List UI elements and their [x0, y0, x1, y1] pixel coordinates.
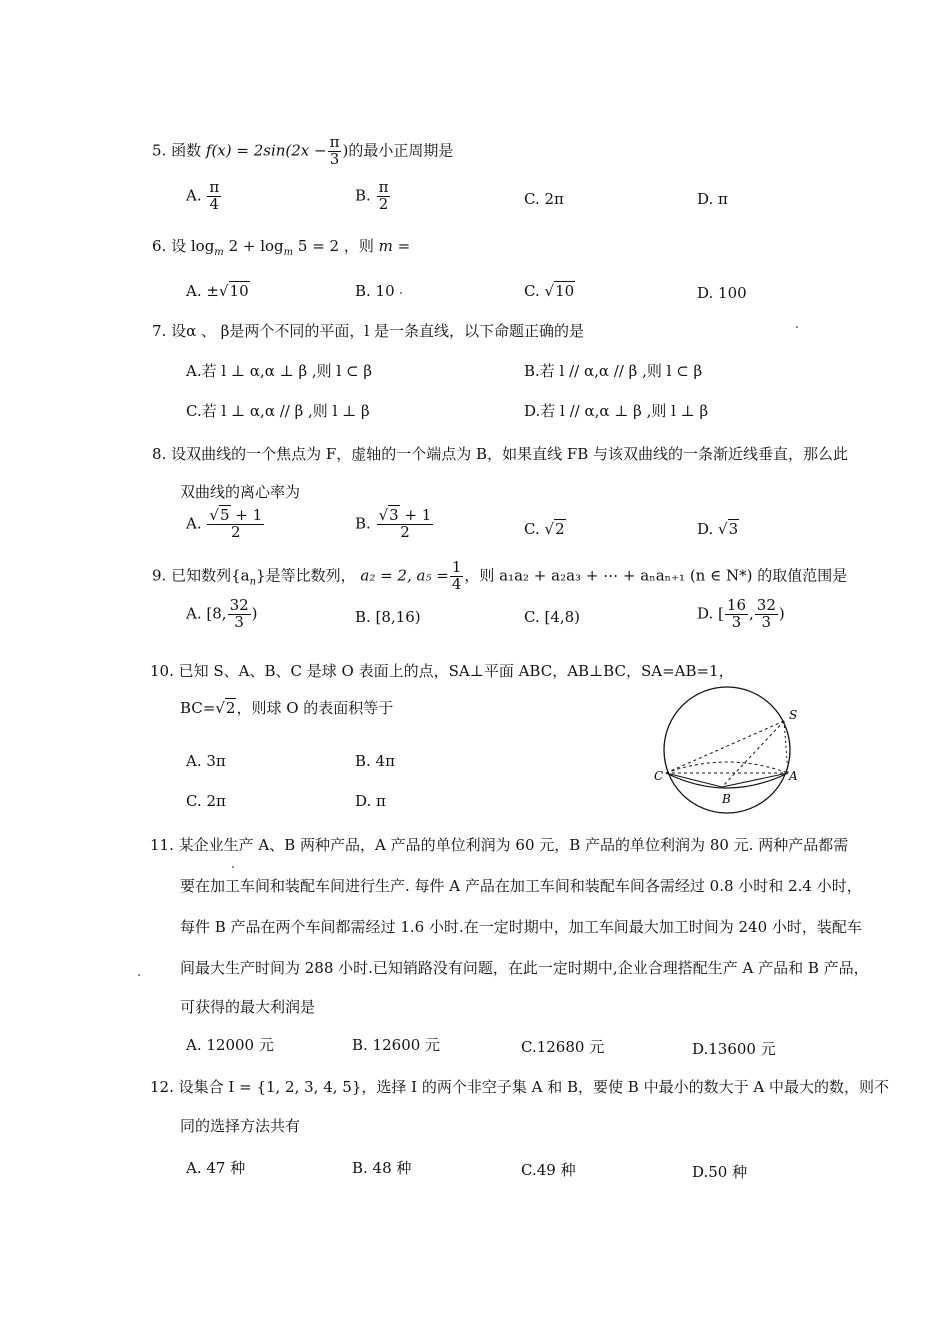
question-5	[152, 135, 453, 168]
scan-speck	[232, 866, 234, 868]
question-stem: 设α 、 β是两个不同的平面，l 是一条直线，以下命题正确的是	[171, 322, 584, 340]
question-stem: 设双曲线的一个焦点为 F，虚轴的一个端点为 B，如果直线 FB 与该双曲线的一条渐近线垂直，那么此	[171, 445, 849, 463]
option-c: C. √10	[524, 282, 575, 300]
scan-speck	[400, 292, 402, 294]
scan-speck	[138, 974, 140, 976]
question-stem-end: )的最小正周期是	[342, 141, 454, 160]
option-a: A. 3π	[186, 752, 226, 770]
option-a: A.若 l ⊥ α,α ⊥ β ,则 l ⊂ β	[186, 362, 373, 380]
question-stem: 设集合 I = {1, 2, 3, 4, 5}，选择 I 的两个非空子集 A 和 B，要使 B 中最小的数大于 A 中最大的数，则不	[178, 1078, 889, 1096]
question-11-line-3: 每件 B 产品在两个车间都需经过 1.6 小时.在一定时期中，加工车间最大加工时间为 240 小时，装配车	[180, 918, 862, 936]
option-b: B. $\frac{√3 + 1}{2}$	[355, 506, 432, 541]
question-11-line-5: 可获得的最大利润是	[180, 998, 316, 1016]
option-c: C. √2	[524, 520, 565, 538]
math-expression: f(x) = 2sin(2x −	[205, 141, 327, 160]
option-b: B.若 l // α,α // β ,则 l ⊂ β	[524, 362, 703, 380]
question-number: 8.	[152, 445, 167, 463]
option-b: B. [8,16)	[355, 608, 421, 626]
option-d: D.13600 元	[692, 1040, 776, 1058]
option-a: A. 47 种	[186, 1159, 246, 1177]
label-A: A	[789, 769, 798, 783]
option-d: D.50 种	[692, 1163, 748, 1181]
question-number: 5.	[152, 141, 167, 160]
question-stem: 函数	[171, 141, 202, 160]
option-c: C. [4,8)	[524, 608, 581, 626]
sphere-figure	[650, 685, 810, 815]
option-a: A. 12000 元	[186, 1036, 274, 1054]
question-6: 6. 设 $\log_m 2 + \log_m 5 = 2$ ，则 m =	[152, 237, 411, 258]
option-a: A. ±√10	[186, 282, 249, 300]
question-number: 6.	[152, 237, 167, 255]
edge-SB	[722, 721, 784, 787]
option-a: A. $\frac{\pi}{4}$	[186, 178, 220, 213]
option-c: C.12680 元	[521, 1038, 605, 1056]
label-B: B	[722, 792, 731, 806]
question-11-line-4: 间最大生产时间为 288 小时.已知销路没有问题，在此一定时期中,企业合理搭配生产 A 产品和 B 产品，	[180, 959, 869, 977]
question-11	[150, 834, 848, 855]
option-b: B. $\frac{\pi}{2}$	[355, 178, 389, 213]
option-a: A. [8, $\frac{32}{3}$ )	[186, 596, 258, 631]
edge-SC	[666, 721, 784, 773]
label-C: C	[654, 769, 664, 783]
option-c: C.若 l ⊥ α,α // β ,则 l ⊥ β	[186, 402, 370, 420]
option-c: C.49 种	[521, 1161, 576, 1179]
question-number: 10.	[150, 662, 174, 680]
question-9: 9. 已知数列$\{a_n\}$是等比数列， a₂ = 2, a₅ = $\frac{1}{4}$ ，则 a₁a₂ + a₂a₃ + ⋯ + aₙaₙ₊₁ (n ∈ N*) 的取值范围是	[152, 558, 848, 593]
question-8	[152, 443, 848, 464]
label-S: S	[789, 708, 798, 722]
option-b: B. 48 种	[352, 1159, 412, 1177]
question-12-line-2: 同的选择方法共有	[180, 1117, 301, 1135]
option-b: B. 4π	[355, 752, 395, 770]
option-a: A. $\frac{√5 + 1}{2}$	[186, 506, 263, 541]
option-d: D. √3	[697, 520, 739, 538]
equator-back	[666, 762, 788, 773]
question-stem: 已知 S、A、B、C 是球 O 表面上的点，SA⊥平面 ABC，AB⊥BC，SA=AB=1，	[178, 662, 734, 680]
option-c: C. 2π	[524, 190, 564, 208]
question-10-line-2: BC=√2，则球 O 的表面积等于	[180, 699, 394, 717]
question-stem: 某企业生产 A、B 两种产品，A 产品的单位利润为 60 元，B 产品的单位利润为 80 元. 两种产品都需	[178, 836, 849, 854]
option-c: C. 2π	[186, 792, 226, 810]
question-number: 7.	[152, 322, 167, 340]
option-b: B. 10	[355, 282, 395, 300]
option-d: D. π	[355, 792, 386, 810]
option-d: D.若 l // α,α ⊥ β ,则 l ⊥ β	[524, 402, 709, 420]
question-8-line-2: 双曲线的离心率为	[180, 483, 301, 501]
question-number: 9.	[152, 566, 167, 585]
question-10	[150, 660, 734, 681]
scan-speck	[796, 326, 798, 328]
option-d: D. [ $\frac{16}{3}$ , $\frac{32}{3}$ )	[697, 596, 785, 631]
fraction: $\frac{\pi}{3}$	[329, 133, 340, 168]
option-b: B. 12600 元	[352, 1036, 441, 1054]
question-12	[150, 1076, 889, 1097]
option-d: D. 100	[697, 284, 747, 302]
option-d: D. π	[697, 190, 728, 208]
question-number: 11.	[150, 836, 174, 854]
question-number: 12.	[150, 1078, 174, 1096]
question-11-line-2: 要在加工车间和装配车间进行生产. 每件 A 产品在加工车间和装配车间各需经过 0.8 小时和 2.4 小时，	[180, 877, 862, 895]
question-7	[152, 320, 584, 341]
